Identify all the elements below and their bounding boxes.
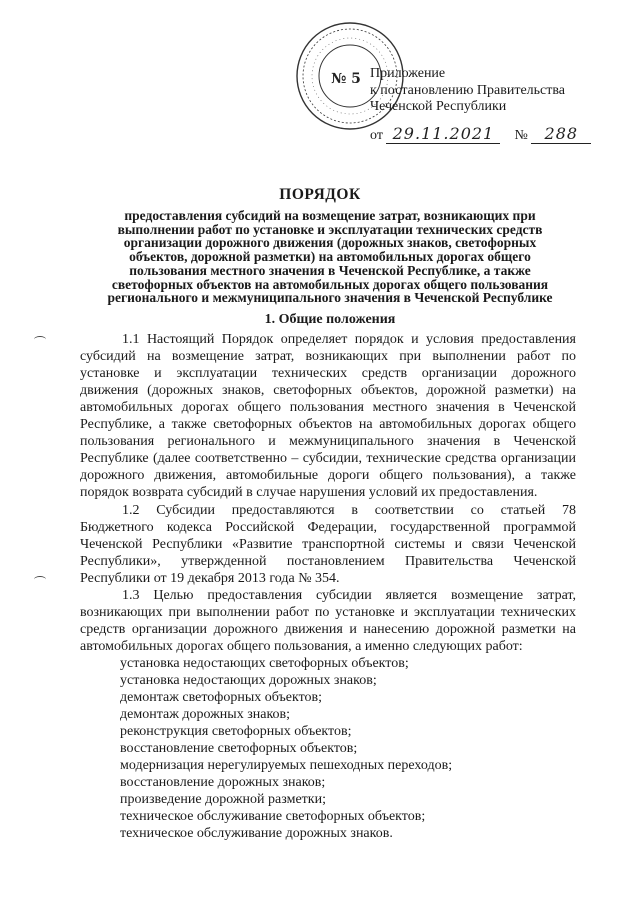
- list-item: техническое обслуживание светофорных объектов;: [120, 809, 426, 824]
- list-item: модернизация нерегулируемых пешеходных переходов;: [120, 758, 453, 773]
- subtitle-line: регионального и межмуниципального значения в Чеченской Республике: [107, 290, 553, 306]
- paragraph-line: Республики», утвержденной постановлением Правительства Чеченской: [80, 554, 576, 569]
- stamp-number: № 5: [331, 71, 361, 87]
- paragraph-line: Республики от 19 декабря 2013 года № 354.: [80, 571, 340, 586]
- date-prefix: от: [370, 128, 383, 143]
- paragraph-1-1: [80, 331, 576, 501]
- list-item: восстановление светофорных объектов;: [120, 741, 358, 756]
- decree-number: 288: [531, 124, 591, 144]
- appendix-line-2: к постановлению Правительства: [370, 82, 566, 98]
- paragraph-line: Республике, а также светофорных объектов на автомобильных дорогах общего: [80, 417, 576, 432]
- paragraph-line: Бюджетного кодекса Российской Федерации, государственной программой: [80, 520, 576, 535]
- paragraph-line: пользования регионального и межмуниципального значения в Чеченской: [80, 434, 576, 449]
- decree-date: 29.11.2021: [386, 124, 500, 144]
- appendix-line-1: Приложение: [370, 66, 446, 81]
- paragraph-line: средств организации дорожного движения и нанесению дорожной разметки на: [80, 622, 576, 637]
- margin-mark: [34, 336, 46, 343]
- list-item: реконструкция светофорных объектов;: [120, 724, 352, 739]
- subtitle-line: пользования местного значения в Чеченской Республике, а также: [129, 262, 531, 278]
- appendix-line-3: Чеченской Республики: [370, 99, 507, 114]
- work-list: [120, 655, 452, 842]
- document-subtitle: [80, 209, 580, 305]
- list-item: произведение дорожной разметки;: [120, 792, 326, 807]
- paragraph-line: 1.3 Целью предоставления субсидии является возмещение затрат,: [122, 588, 576, 603]
- paragraph-line: установке и эксплуатации технических средств организации дорожного: [80, 366, 576, 381]
- paragraph-line: порядок возврата субсидий в случае нарушения условий их предоставления.: [80, 485, 538, 500]
- decree-date-number: [370, 124, 591, 142]
- subtitle-line: выполнении работ по установке и эксплуатации технических средств: [117, 221, 543, 237]
- number-prefix: №: [514, 128, 528, 143]
- paragraph-line: автомобильных дорогах общего пользования, а именно следующих работ:: [80, 639, 523, 654]
- subtitle-line: организации дорожного движения (дорожных знаков, светофорных: [123, 235, 537, 251]
- paragraph-1-2: [80, 502, 576, 587]
- paragraph-line: субсидий на возмещение затрат, возникающих при выполнении работ по: [80, 349, 576, 364]
- list-item: демонтаж светофорных объектов;: [120, 690, 323, 705]
- list-item: восстановление дорожных знаков;: [120, 775, 326, 790]
- paragraph-line: движения (дорожных знаков, светофорных объектов, дорожной разметки) на: [80, 383, 576, 398]
- paragraph-line: 1.2 Субсидии предоставляются в соответствии со статьей 78: [122, 503, 576, 518]
- subtitle-line: объектов, дорожной разметки) на автомобильных дорогах общего: [129, 249, 531, 265]
- section-heading: 1. Общие положения: [264, 312, 396, 327]
- list-item: установка недостающих светофорных объектов;: [120, 656, 409, 671]
- paragraph-line: Республике (далее соответственно – субсидии, технические средства организации: [80, 451, 576, 466]
- paragraph-1-3: [80, 587, 576, 655]
- list-item: демонтаж дорожных знаков;: [120, 707, 291, 722]
- appendix-header: [370, 66, 565, 116]
- subtitle-line: светофорных объектов на автомобильных дорогах общего пользования: [111, 276, 549, 292]
- paragraph-line: возникающих при выполнении работ по установке и эксплуатации технических: [80, 605, 576, 620]
- margin-mark: [34, 576, 46, 583]
- paragraph-line: дорожного движения, автомобильные дороги общего пользования), а также: [80, 468, 576, 483]
- paragraph-line: автомобильных дорогах общего пользования местного значения в Чеченской: [80, 400, 576, 415]
- subtitle-line: предоставления субсидий на возмещение затрат, возникающих при: [124, 208, 536, 223]
- document-title: ПОРЯДОК: [279, 186, 361, 203]
- list-item: установка недостающих дорожных знаков;: [120, 673, 377, 688]
- paragraph-line: Чеченской Республики «Развитие транспортной системы и связи Чеченской: [80, 537, 576, 552]
- paragraph-line: 1.1 Настоящий Порядок определяет порядок и условия предоставления: [122, 332, 576, 347]
- list-item: техническое обслуживание дорожных знаков.: [120, 826, 393, 841]
